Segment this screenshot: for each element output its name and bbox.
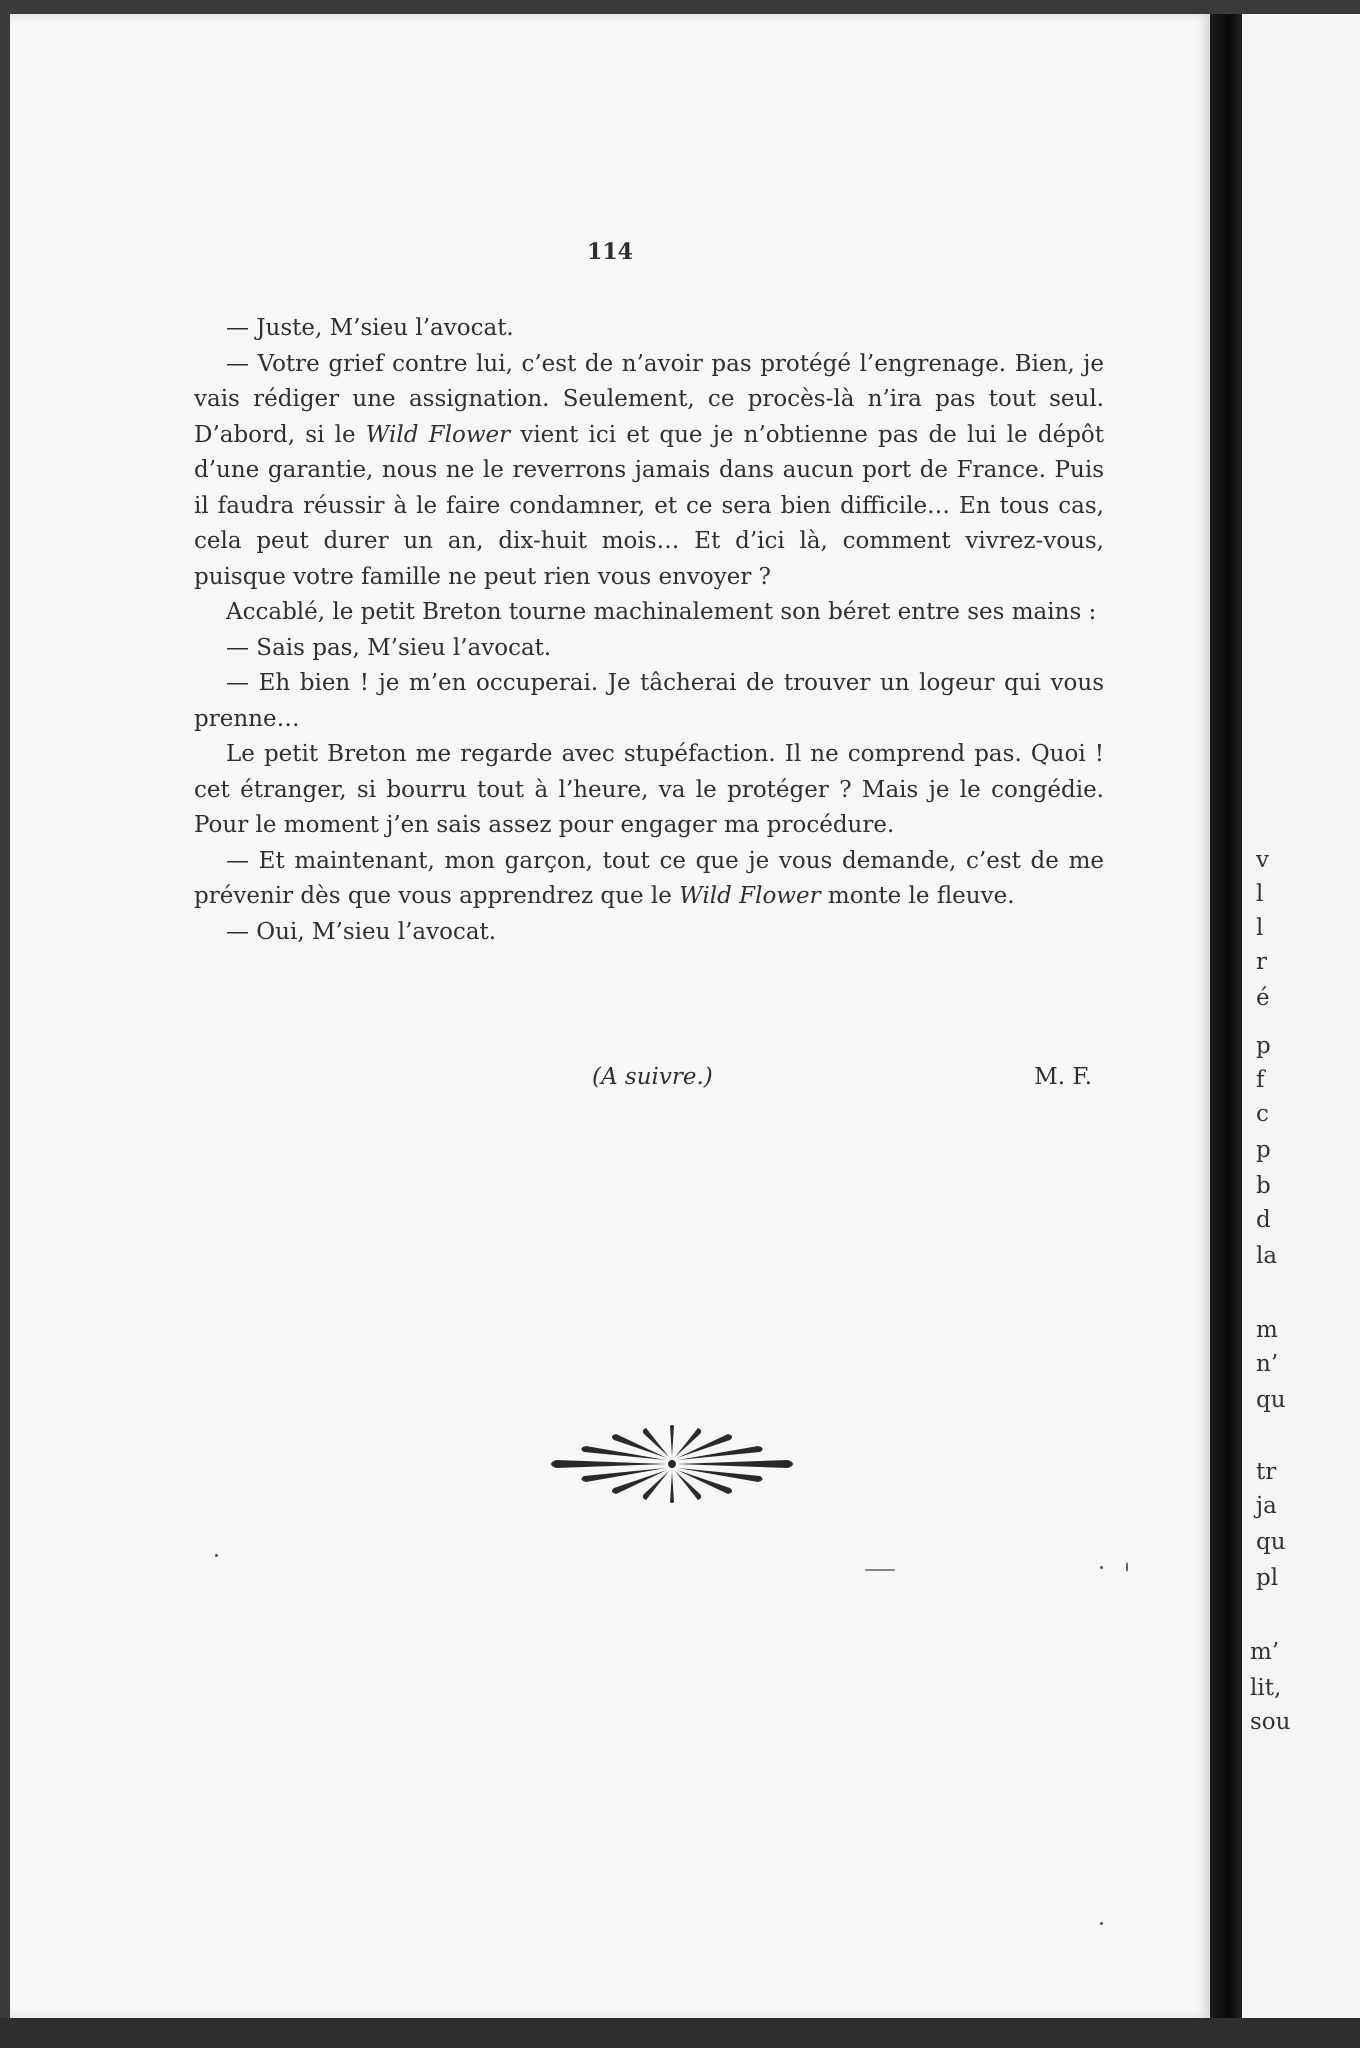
adjacent-page-fragment: tr — [1256, 1459, 1277, 1485]
scan-frame-top — [0, 0, 1360, 14]
adjacent-page-fragment: d — [1256, 1207, 1271, 1233]
paragraph-8: — Oui, M’sieu l’avocat. — [226, 918, 497, 945]
adjacent-page-fragment: la — [1256, 1243, 1278, 1269]
adjacent-page-fragment: p — [1256, 1033, 1271, 1059]
adjacent-page — [1242, 14, 1360, 2018]
adjacent-page-text — [1242, 14, 1360, 2018]
ship-name: Wild Flower — [365, 421, 511, 448]
adjacent-page-fragment: v — [1256, 847, 1269, 873]
adjacent-page-fragment: qu — [1256, 1387, 1286, 1413]
chapter-end-line — [194, 1064, 1104, 1104]
adjacent-page-fragment: l — [1256, 881, 1264, 907]
adjacent-page-fragment: c — [1256, 1101, 1269, 1127]
scan-frame-bottom — [0, 2018, 1360, 2048]
paper-speck — [1100, 1566, 1103, 1569]
paragraph-6: Le petit Breton me regarde avec stupéfaction. Il ne comprend pas. Quoi ! cet étranger, si bourru tout à l’heure, va le protéger ? Mais je le congédie. Pour le moment j’en sais assez pour engager ma procédure. — [194, 741, 1104, 838]
adjacent-page-fragment: qu — [1256, 1529, 1286, 1555]
ship-name: Wild Flower — [679, 883, 821, 909]
adjacent-page-fragment: m’ — [1250, 1639, 1280, 1665]
paragraph-2: — Votre grief contre lui, c’est de n’avoir pas protégé l’engrenage. Bien, je vais rédiger une assignation. Seulement, ce procès-là n’ira pas tout seul. D’abord, si le Wild Flower vient ici et que je n’obtienne pas de lui le dépôt d’une garantie, nous ne le reverrons jamais dans aucun port de France. Puis il faudra réussir à le faire condamner, et ce sera bien difficile… En tous cas, cela peut durer un an, dix-huit mois… Et d’ici là, comment vivrez-vous, puisque votre famille ne peut rien vous envoyer ? — [194, 350, 1105, 590]
ornament-icon — [546, 1424, 798, 1504]
paragraph-5: — Eh bien ! je m’en occuperai. Je tâcherai de trouver un logeur qui vous prenne… — [194, 670, 1104, 732]
adjacent-page-fragment: r — [1256, 949, 1267, 975]
page-content — [10, 14, 1210, 2018]
scan-frame-left — [0, 0, 10, 2048]
adjacent-page-fragment: lit, — [1250, 1675, 1282, 1701]
paper-speck — [215, 1554, 218, 1557]
adjacent-page-fragment: l — [1256, 915, 1264, 941]
adjacent-page-fragment: f — [1256, 1067, 1265, 1093]
adjacent-page-fragment: b — [1256, 1173, 1271, 1199]
adjacent-page-fragment: pl — [1256, 1565, 1279, 1591]
adjacent-page-fragment: m — [1256, 1317, 1278, 1343]
to-be-continued: (A suivre.) — [592, 1064, 713, 1090]
book-page — [10, 14, 1210, 2018]
page-number: 114 — [587, 239, 633, 265]
paper-speck — [1100, 1922, 1103, 1925]
paragraph-3: Accablé, le petit Breton tourne machinalement son béret entre ses mains : — [226, 599, 1097, 625]
adjacent-page-fragment: sou — [1250, 1709, 1291, 1735]
paragraph-7: — Et maintenant, mon garçon, tout ce que je vous demande, c’est de me prévenir dès que vous apprendrez que le Wild Flower monte le fleuve. — [194, 847, 1104, 909]
body-text — [194, 311, 1104, 950]
paragraph-1: — Juste, M’sieu l’avocat. — [226, 315, 514, 341]
author-initials: M. F. — [1034, 1064, 1092, 1090]
book-gutter — [1210, 14, 1242, 2018]
adjacent-page-fragment: é — [1256, 985, 1270, 1011]
adjacent-page-fragment: p — [1256, 1137, 1271, 1163]
paper-speck — [865, 1569, 895, 1571]
adjacent-page-fragment: ja — [1256, 1493, 1277, 1519]
adjacent-page-fragment: n’ — [1256, 1351, 1279, 1377]
paragraph-4: — Sais pas, M’sieu l’avocat. — [226, 634, 552, 661]
paper-speck — [1126, 1562, 1128, 1572]
